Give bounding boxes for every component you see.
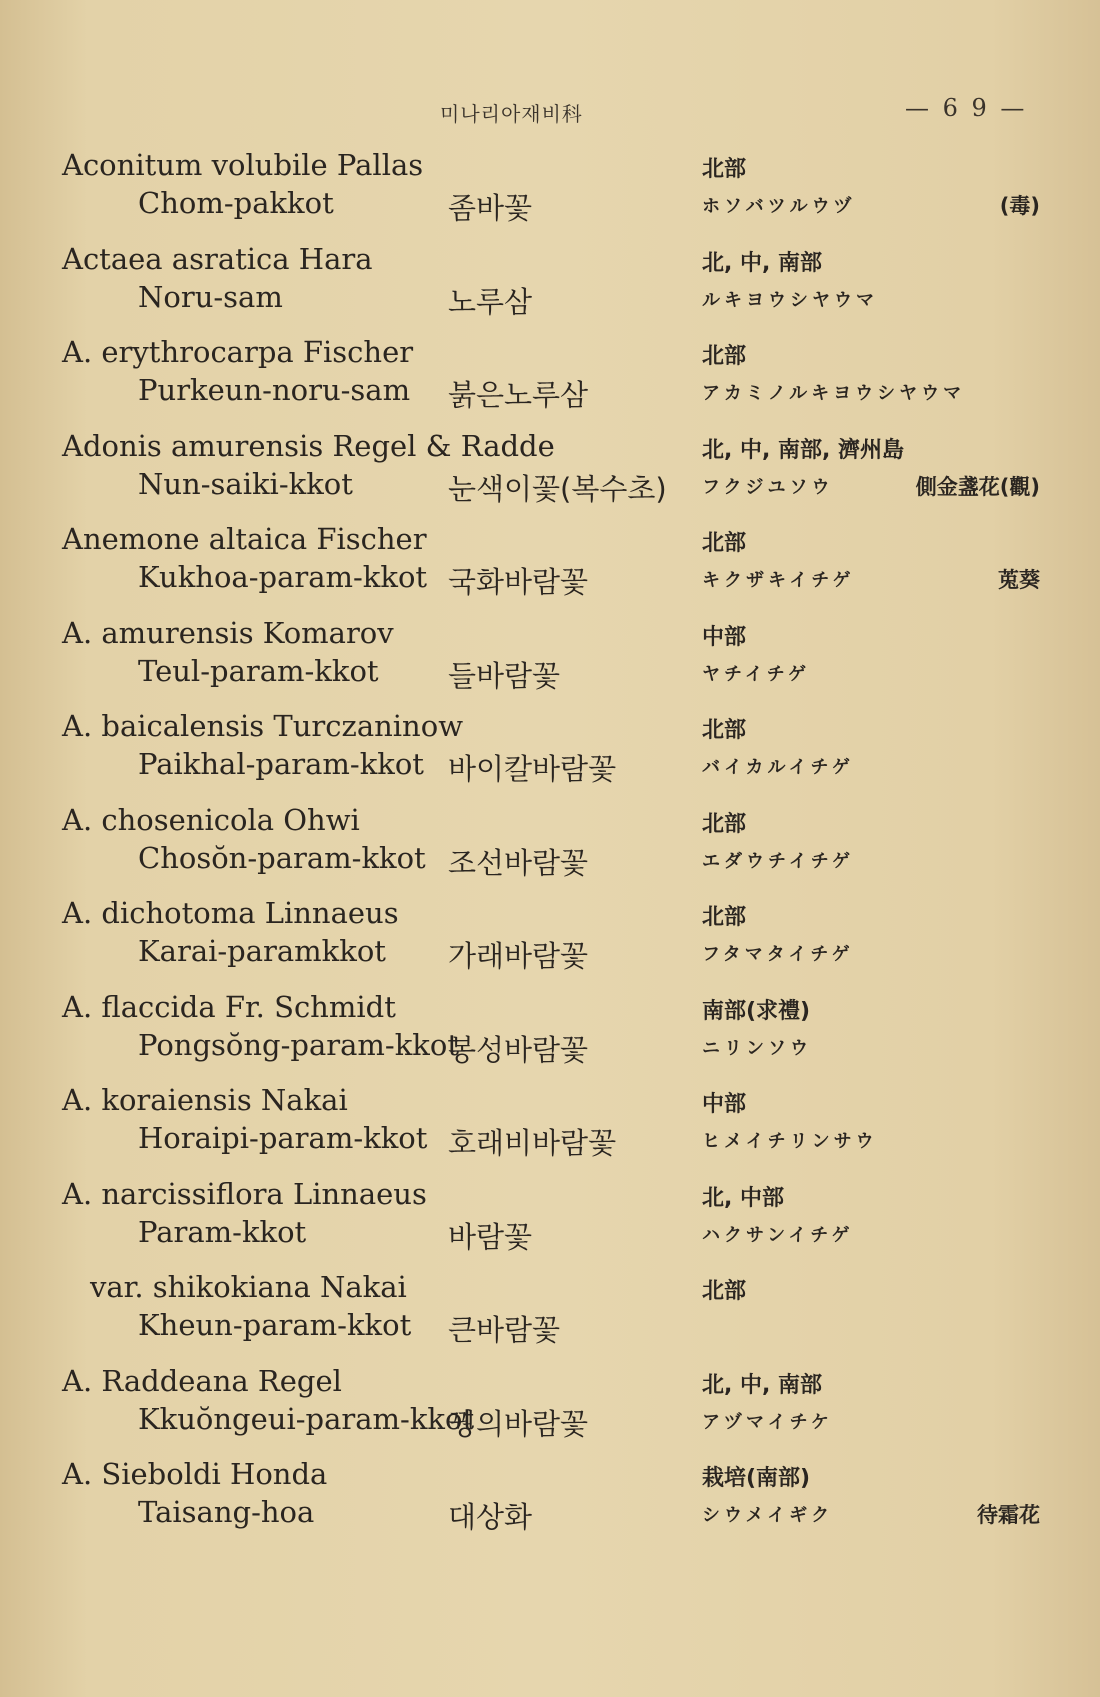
korean-name: 좀바꽃: [448, 191, 533, 225]
distribution: 北部: [702, 157, 747, 182]
species-entry: [0, 429, 1100, 523]
species-entry: [0, 1457, 1100, 1551]
japanese-name: ハクサンイチゲ: [702, 1224, 854, 1246]
romanized-name: Nun-saiki-kkot: [138, 466, 353, 501]
distribution: 北, 中, 南部, 濟州島: [702, 437, 905, 463]
scientific-name: A. erythrocarpa Fischer: [62, 335, 414, 369]
scientific-name: Actaea asratica Hara: [62, 241, 373, 276]
japanese-name: アヅマイチケ: [702, 1411, 833, 1433]
korean-name: 바이칼바람꽃: [448, 752, 617, 786]
species-entry: [0, 522, 1100, 616]
japanese-name: ホソバツルウヅ: [702, 196, 856, 217]
romanized-name: Karai-paramkkot: [138, 934, 386, 968]
korean-name: 호래비바람꽃: [448, 1126, 617, 1160]
species-entry: [0, 1270, 1100, 1364]
japanese-name: ルキヨウシヤウマ: [702, 289, 878, 311]
page-header: [0, 92, 1100, 132]
romanized-name: Teul-param-kkot: [138, 653, 379, 688]
scientific-name: A. baicalensis Turczaninow: [62, 709, 464, 743]
scientific-name: Aconitum volubile Pallas: [62, 148, 424, 182]
species-entry: [0, 1364, 1100, 1458]
species-entry: [0, 1083, 1100, 1177]
japanese-name: フクジユソウ: [702, 476, 834, 498]
romanized-name: Noru-sam: [138, 279, 283, 314]
romanized-name: Pongsŏng-param-kkot: [138, 1027, 459, 1062]
japanese-name: アカミノルキヨウシヤウマ: [702, 383, 966, 404]
scientific-name: A. koraiensis Nakai: [62, 1083, 348, 1117]
scientific-name: var. shikokiana Nakai: [90, 1270, 407, 1304]
note: 側金盞花(觀): [915, 474, 1040, 499]
species-entry: [0, 803, 1100, 897]
species-entry: [0, 242, 1100, 336]
korean-name: 대상화: [448, 1500, 533, 1534]
distribution: 北, 中, 南部: [702, 250, 823, 276]
korean-name: 가래바람꽃: [448, 939, 589, 973]
note: 待霜花: [977, 1503, 1040, 1527]
scientific-name: A. Sieboldi Honda: [62, 1457, 328, 1491]
romanized-name: Chom-pakkot: [138, 186, 334, 220]
korean-name: 노루삼: [448, 284, 533, 319]
distribution: 北部: [702, 344, 747, 369]
romanized-name: Taisang-hoa: [138, 1495, 315, 1529]
japanese-name: バイカルイチゲ: [702, 757, 854, 778]
distribution: 北, 中, 南部: [702, 1372, 823, 1398]
species-entry: [0, 335, 1100, 429]
japanese-name: ヒメイチリンサウ: [702, 1131, 878, 1152]
korean-name: 봉성바람꽃: [448, 1032, 589, 1067]
distribution: 中部: [702, 624, 747, 650]
species-entry: [0, 616, 1100, 710]
species-entry: [0, 148, 1100, 242]
species-entry: [0, 896, 1100, 990]
romanized-name: Chosŏn-param-kkot: [138, 840, 426, 875]
note: (毒): [999, 194, 1040, 218]
distribution: 中部: [702, 1092, 747, 1117]
scientific-name: Anemone altaica Fischer: [62, 522, 427, 556]
distribution: 北部: [702, 531, 747, 556]
species-entry: [0, 709, 1100, 803]
korean-name: 큰바람꽃: [448, 1313, 561, 1347]
japanese-name: シウメイギク: [702, 1505, 834, 1526]
korean-name: 바람꽃: [448, 1219, 533, 1254]
distribution: 栽培(南部): [702, 1466, 811, 1491]
scientific-name: A. narcissiflora Linnaeus: [62, 1176, 427, 1211]
scientific-name: A. flaccida Fr. Schmidt: [62, 989, 396, 1024]
korean-name: 붉은노루삼: [448, 378, 589, 412]
romanized-name: Paikhal-param-kkot: [138, 747, 424, 781]
distribution: 北部: [702, 1279, 747, 1304]
japanese-name: ヤチイチゲ: [702, 663, 811, 685]
distribution: 北部: [702, 905, 747, 930]
species-list: [0, 148, 1100, 1551]
note: 莵葵: [998, 568, 1040, 592]
korean-name: 들바람꽃: [448, 658, 561, 693]
japanese-name: エダウチイチゲ: [702, 850, 855, 872]
romanized-name: Param-kkot: [138, 1214, 307, 1249]
romanized-name: Horaipi-param-kkot: [138, 1121, 428, 1155]
species-entry: [0, 1177, 1100, 1271]
family-name: 미나리아재비科: [440, 102, 583, 126]
korean-name: 조선바람꽃: [448, 845, 589, 880]
korean-name: 눈색이꽃(복수초): [448, 471, 667, 506]
scientific-name: A. chosenicola Ohwi: [62, 802, 360, 837]
japanese-name: フタマタイチゲ: [702, 944, 854, 965]
distribution: 北部: [702, 718, 747, 743]
page-number: — 6 9 —: [905, 94, 1028, 122]
korean-name: 국화바람꽃: [448, 565, 589, 599]
distribution: 北部: [702, 811, 747, 837]
species-entry: [0, 990, 1100, 1084]
korean-name: 꿩의바람꽃: [448, 1406, 589, 1441]
scientific-name: A. amurensis Komarov: [62, 615, 394, 650]
scientific-name: A. dichotoma Linnaeus: [62, 896, 399, 930]
scientific-name: Adonis amurensis Regel & Radde: [62, 428, 555, 463]
japanese-name: ニリンソウ: [702, 1037, 812, 1059]
distribution: 北, 中部: [702, 1185, 785, 1211]
romanized-name: Kukhoa-param-kkot: [138, 560, 428, 594]
scientific-name: A. Raddeana Regel: [62, 1363, 342, 1398]
japanese-name: キクザキイチゲ: [702, 570, 855, 591]
romanized-name: Kkuŏngeui-param-kkot: [138, 1401, 475, 1436]
romanized-name: Purkeun-noru-sam: [138, 373, 411, 407]
distribution: 南部(求禮): [702, 998, 811, 1024]
romanized-name: Kheun-param-kkot: [138, 1308, 412, 1342]
